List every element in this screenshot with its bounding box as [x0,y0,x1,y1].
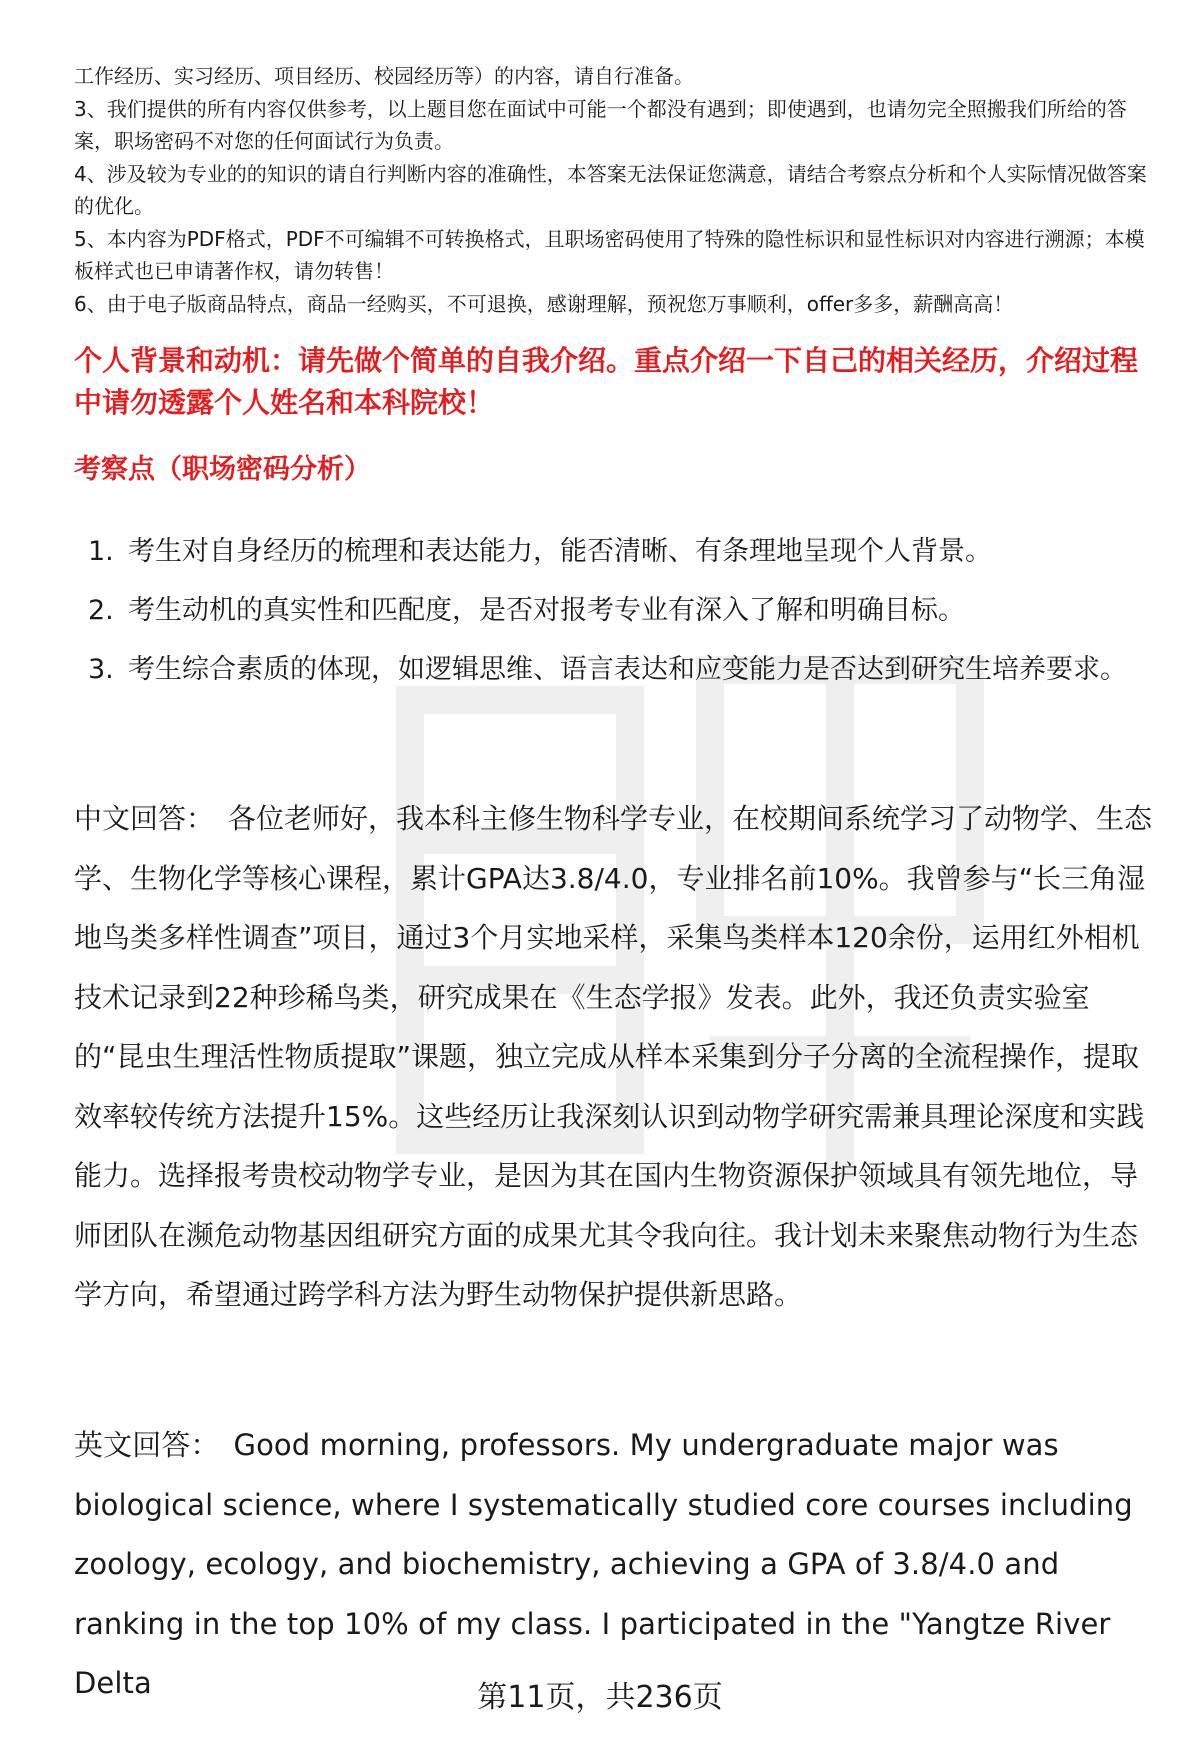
chinese-answer [74,789,1154,1325]
list-item [74,640,1154,699]
list-number: 2. [88,595,114,626]
note-line: 工作经历、实习经历、项目经历、校园经历等）的内容，请自行准备。 [74,64,694,88]
note-line: 3、我们提供的所有内容仅供参考，以上题目您在面试中可能一个都没有遇到；即使遇到，也请勿完全照搬我们所给的答案，职场密码不对您的任何面试行为负责。 [74,96,1127,153]
disclaimer-notes [74,60,1154,320]
english-answer-label: 英文回答： [74,1428,220,1462]
english-answer-text: Good morning, professors. My undergraduate major was biological science, where I systematically studied core courses including zoology, ecology, and biochemistry, achieving a GPA of 3.8/4.0 and ranking in the top 10% of my class. I participated in the "Yangtze River Delta [74,1428,1133,1700]
note-line: 5、本内容为PDF格式，PDF不可编辑不可转换格式，且职场密码使用了特殊的隐性标识和显性标识对内容进行溯源；本模板样式也已申请著作权，请勿转售！ [74,226,1145,283]
page-number: 第11页，共236页 [477,1680,723,1715]
list-text: 考生对自身经历的梳理和表达能力，能否清晰、有条理地呈现个人背景。 [128,536,992,567]
question-heading: 个人背景和动机：请先做个简单的自我介绍。重点介绍一下自己的相关经历，介绍过程中请勿透露个人姓名和本科院校！ [74,344,1139,419]
list-item [74,581,1154,640]
note-line: 6、由于电子版商品特点，商品一经购买，不可退换，感谢理解，预祝您万事顺利，offer多多，薪酬高高！ [74,291,1014,316]
chinese-answer-text: 各位老师好，我本科主修生物科学专业，在校期间系统学习了动物学、生态学、生物化学等核心课程，累计GPA达3.8/4.0，专业排名前10%。我曾参与“长三角湿地鸟类多样性调查”项目，通过3个月实地采样，采集鸟类样本120余份，运用红外相机技术记录到22种珍稀鸟类，研究成果在《生态学报》发表。此外，我还负责实验室的“昆虫生理活性物质提取”课题，独立完成从样本采集到分子分离的全流程操作，提取效率较传统方法提升15%。这些经历让我深刻认识到动物学研究需兼具理论深度和实践能力。选择报考贵校动物学专业，是因为其在国内生物资源保护领域具有领先地位，导师团队在濒危动物基因组研究方面的成果尤其令我向往。我计划未来聚焦动物行为生态学方向，希望通过跨学科方法为野生动物保护提供新思路。 [74,802,1153,1311]
chinese-answer-label: 中文回答： [74,802,215,835]
note-line: 4、涉及较为专业的的知识的请自行判断内容的准确性，本答案无法保证您满意，请结合考察点分析和个人实际情况做答案的优化。 [74,161,1147,218]
list-number: 1. [88,536,114,567]
analysis-heading: 考察点（职场密码分析） [74,454,371,485]
list-item [74,522,1154,581]
english-answer [74,1416,1154,1714]
list-text: 考生综合素质的体现，如逻辑思维、语言表达和应变能力是否达到研究生培养要求。 [128,654,1127,685]
list-number: 3. [88,654,114,685]
analysis-points [74,522,1154,699]
list-text: 考生动机的真实性和匹配度，是否对报考专业有深入了解和明确目标。 [128,595,965,626]
